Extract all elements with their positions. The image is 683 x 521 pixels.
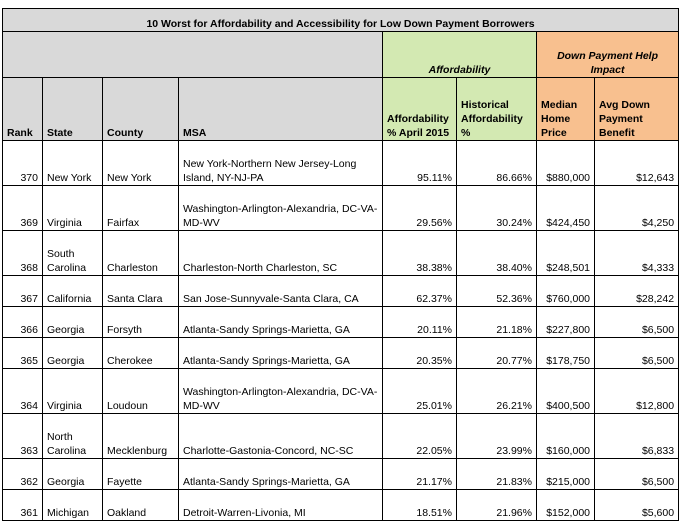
avg-down-payment-benefit-cell: $6,500 [595,459,679,490]
rank-cell: 361 [3,490,43,521]
msa-cell: New York-Northern New Jersey-Long Island, NY-NJ-PA [179,141,383,186]
avg-down-payment-benefit-cell: $6,833 [595,414,679,459]
group-header-blank [3,32,383,78]
state-cell: New York [43,141,103,186]
table-row [3,369,679,414]
rank-cell: 369 [3,186,43,231]
historical-affordability-cell: 21.83% [457,459,537,490]
county-cell: Fairfax [103,186,179,231]
affordability-table [2,8,679,521]
median-home-price-cell: $152,000 [537,490,595,521]
affordability-cell: 29.56% [383,186,457,231]
msa-cell: Washington-Arlington-Alexandria, DC-VA-MD-WV [179,186,383,231]
county-cell: Mecklenburg [103,414,179,459]
county-cell: Forsyth [103,307,179,338]
avg-down-payment-benefit-cell: $4,333 [595,231,679,276]
state-cell: South Carolina [43,231,103,276]
column-header-median-home-price: Median Home Price [537,78,595,141]
avg-down-payment-benefit-cell: $5,600 [595,490,679,521]
column-header-avg-down-payment-benefit: Avg Down Payment Benefit [595,78,679,141]
historical-affordability-cell: 30.24% [457,186,537,231]
rank-cell: 363 [3,414,43,459]
state-cell: Michigan [43,490,103,521]
column-header-state: State [43,78,103,141]
median-home-price-cell: $215,000 [537,459,595,490]
median-home-price-cell: $400,500 [537,369,595,414]
county-cell: Oakland [103,490,179,521]
affordability-cell: 21.17% [383,459,457,490]
state-cell: Virginia [43,369,103,414]
rank-cell: 366 [3,307,43,338]
msa-cell: Atlanta-Sandy Springs-Marietta, GA [179,307,383,338]
state-cell: North Carolina [43,414,103,459]
table-row [3,186,679,231]
msa-cell: Washington-Arlington-Alexandria, DC-VA-MD-WV [179,369,383,414]
affordability-cell: 38.38% [383,231,457,276]
historical-affordability-cell: 23.99% [457,414,537,459]
table-title: 10 Worst for Affordability and Accessibility for Low Down Payment Borrowers [3,9,679,32]
affordability-cell: 95.11% [383,141,457,186]
column-header-rank: Rank [3,78,43,141]
county-cell: Charleston [103,231,179,276]
historical-affordability-cell: 21.96% [457,490,537,521]
avg-down-payment-benefit-cell: $6,500 [595,338,679,369]
rank-cell: 362 [3,459,43,490]
avg-down-payment-benefit-cell: $6,500 [595,307,679,338]
rank-cell: 370 [3,141,43,186]
avg-down-payment-benefit-cell: $28,242 [595,276,679,307]
table-row [3,459,679,490]
county-cell: Fayette [103,459,179,490]
affordability-cell: 18.51% [383,490,457,521]
msa-cell: Atlanta-Sandy Springs-Marietta, GA [179,459,383,490]
table-row [3,276,679,307]
historical-affordability-cell: 52.36% [457,276,537,307]
state-cell: Georgia [43,307,103,338]
group-header-affordability: Affordability [383,32,537,78]
table-row [3,231,679,276]
historical-affordability-cell: 20.77% [457,338,537,369]
column-header-affordability: Affordability % April 2015 [383,78,457,141]
state-cell: Georgia [43,338,103,369]
historical-affordability-cell: 86.66% [457,141,537,186]
median-home-price-cell: $160,000 [537,414,595,459]
rank-cell: 365 [3,338,43,369]
table-row [3,414,679,459]
column-header-county: County [103,78,179,141]
historical-affordability-cell: 21.18% [457,307,537,338]
county-cell: Santa Clara [103,276,179,307]
avg-down-payment-benefit-cell: $12,800 [595,369,679,414]
rank-cell: 367 [3,276,43,307]
median-home-price-cell: $880,000 [537,141,595,186]
median-home-price-cell: $248,501 [537,231,595,276]
county-cell: Cherokee [103,338,179,369]
affordability-cell: 20.35% [383,338,457,369]
state-cell: Virginia [43,186,103,231]
median-home-price-cell: $178,750 [537,338,595,369]
msa-cell: San Jose-Sunnyvale-Santa Clara, CA [179,276,383,307]
msa-cell: Charlotte-Gastonia-Concord, NC-SC [179,414,383,459]
affordability-cell: 25.01% [383,369,457,414]
avg-down-payment-benefit-cell: $4,250 [595,186,679,231]
state-cell: Georgia [43,459,103,490]
historical-affordability-cell: 26.21% [457,369,537,414]
rank-cell: 364 [3,369,43,414]
table-row [3,141,679,186]
affordability-cell: 62.37% [383,276,457,307]
table-body [3,141,679,521]
column-header-msa: MSA [179,78,383,141]
column-header-historical-affordability: Historical Affordability % [457,78,537,141]
state-cell: California [43,276,103,307]
group-header-down-payment-help: Down Payment Help Impact [537,32,679,78]
affordability-cell: 20.11% [383,307,457,338]
affordability-cell: 22.05% [383,414,457,459]
historical-affordability-cell: 38.40% [457,231,537,276]
median-home-price-cell: $760,000 [537,276,595,307]
rank-cell: 368 [3,231,43,276]
table-row [3,490,679,521]
msa-cell: Atlanta-Sandy Springs-Marietta, GA [179,338,383,369]
median-home-price-cell: $227,800 [537,307,595,338]
table-row [3,307,679,338]
msa-cell: Detroit-Warren-Livonia, MI [179,490,383,521]
county-cell: New York [103,141,179,186]
table-row [3,338,679,369]
avg-down-payment-benefit-cell: $12,643 [595,141,679,186]
median-home-price-cell: $424,450 [537,186,595,231]
county-cell: Loudoun [103,369,179,414]
msa-cell: Charleston-North Charleston, SC [179,231,383,276]
